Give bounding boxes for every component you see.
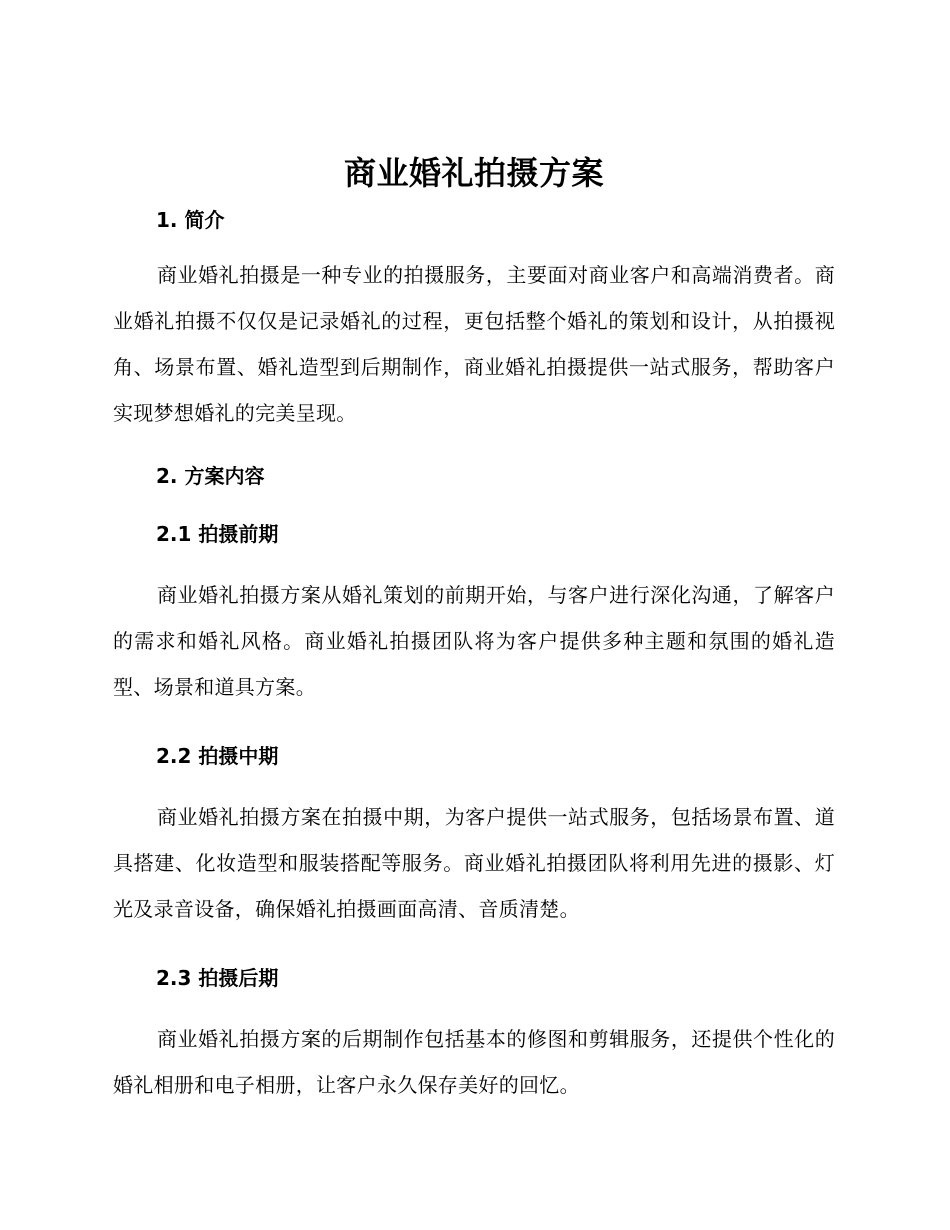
section-body-post-shoot: 商业婚礼拍摄方案的后期制作包括基本的修图和剪辑服务，还提供个性化的婚礼相册和电子相册，让客户永久保存美好的回忆。: [113, 1027, 835, 1097]
section-heading-pre-shoot: 2.1 拍摄前期: [156, 522, 279, 546]
section-heading-post-shoot: 2.3 拍摄后期: [156, 966, 279, 990]
section-heading-intro: 1. 简介: [156, 208, 225, 232]
section-body-pre-shoot: 商业婚礼拍摄方案从婚礼策划的前期开始，与客户进行深化沟通，了解客户的需求和婚礼风格。商业婚礼拍摄团队将为客户提供多种主题和氛围的婚礼造型、场景和道具方案。: [113, 583, 835, 699]
section-body-intro: 商业婚礼拍摄是一种专业的拍摄服务，主要面对商业客户和高端消费者。商业婚礼拍摄不仅仅是记录婚礼的过程，更包括整个婚礼的策划和设计，从拍摄视角、场景布置、婚礼造型到后期制作，商业婚礼拍摄提供一站式服务，帮助客户实现梦想婚礼的完美呈现。: [113, 263, 835, 425]
section-heading-plan: 2. 方案内容: [156, 464, 265, 488]
section-heading-mid-shoot: 2.2 拍摄中期: [156, 744, 279, 768]
section-body-mid-shoot: 商业婚礼拍摄方案在拍摄中期，为客户提供一站式服务，包括场景布置、道具搭建、化妆造型和服装搭配等服务。商业婚礼拍摄团队将利用先进的摄影、灯光及录音设备，确保婚礼拍摄画面高清、音质清楚。: [113, 805, 835, 921]
document-title: 商业婚礼拍摄方案: [343, 154, 604, 192]
